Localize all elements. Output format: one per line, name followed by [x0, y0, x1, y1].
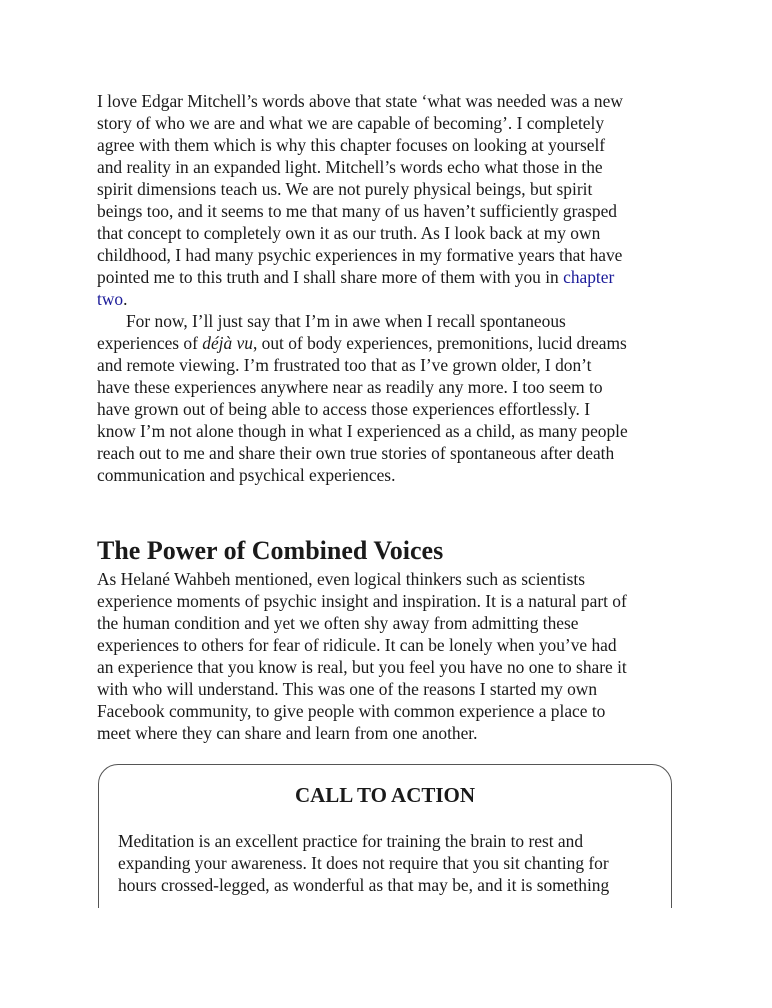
text-line: Meditation is an excellent practice for training the brain to rest and [118, 831, 584, 851]
italic-term: déjà vu [202, 333, 253, 353]
text-segment: pointed me to this truth and I shall share more of them with you in [97, 267, 564, 287]
text-line: reach out to me and share their own true stories of spontaneous after death [97, 443, 615, 463]
text-line [97, 288, 677, 310]
text-line: hours crossed-legged, as wonderful as that may be, and it is something [118, 875, 610, 895]
text-segment: , out of body experiences, premonitions, lucid dreams [252, 333, 627, 353]
text-line: For now, I’ll just say that I’m in awe when I recall spontaneous [126, 311, 566, 331]
text-segment: . [123, 289, 128, 309]
text-line: an experience that you know is real, but you feel you have no one to share it [97, 657, 627, 677]
text-line: expanding your awareness. It does not require that you sit chanting for [118, 853, 609, 873]
text-line: and reality in an expanded light. Mitchell’s words echo what those in the [97, 157, 603, 177]
page-cutoff [90, 908, 690, 1008]
text-line: experience moments of psychic insight and inspiration. It is a natural part of [97, 591, 627, 611]
text-line: with who will understand. This was one of the reasons I started my own [97, 679, 598, 699]
text-line: have grown out of being able to access those experiences effortlessly. I [97, 399, 591, 419]
call-to-action-paragraph [118, 830, 663, 896]
text-line: communication and psychical experiences. [97, 465, 396, 485]
text-line: meet where they can share and learn from one another. [97, 723, 478, 743]
page-body [97, 90, 677, 486]
section-heading: The Power of Combined Voices [97, 536, 444, 565]
text-line: beings too, and it seems to me that many of us haven’t sufficiently grasped [97, 201, 618, 221]
paragraph-intro [97, 90, 677, 310]
text-line: story of who we are and what we are capable of becoming’. I completely [97, 113, 605, 133]
text-line: spirit dimensions teach us. We are not purely physical beings, but spirit [97, 179, 593, 199]
call-to-action-title: CALL TO ACTION [294, 783, 476, 807]
text-line: that concept to completely own it as our truth. As I look back at my own [97, 223, 601, 243]
text-line [97, 266, 677, 288]
text-line: agree with them which is why this chapter focuses on looking at yourself [97, 135, 606, 155]
text-line: childhood, I had many psychic experiences in my formative years that have [97, 245, 623, 265]
text-line: I love Edgar Mitchell’s words above that state ‘what was needed was a new [97, 91, 623, 111]
text-line: Facebook community, to give people with common experience a place to [97, 701, 606, 721]
text-line: have these experiences anywhere near as readily any more. I too seem to [97, 377, 603, 397]
chapter-link[interactable]: chapter [563, 267, 615, 287]
text-line: experiences to others for fear of ridicule. It can be lonely when you’ve had [97, 635, 617, 655]
text-line: and remote viewing. I’m frustrated too that as I’ve grown older, I don’t [97, 355, 592, 375]
text-line: the human condition and yet we often shy away from admitting these [97, 613, 579, 633]
text-line [97, 332, 677, 354]
section-body [97, 568, 677, 744]
call-to-action-body [118, 830, 663, 896]
paragraph-awe [97, 310, 677, 486]
text-line: know I’m not alone though in what I experienced as a child, as many people [97, 421, 628, 441]
chapter-link-continued[interactable]: two [97, 289, 124, 309]
text-segment: experiences of [97, 333, 203, 353]
paragraph-combined-voices [97, 568, 677, 744]
text-line: As Helané Wahbeh mentioned, even logical thinkers such as scientists [97, 569, 585, 589]
